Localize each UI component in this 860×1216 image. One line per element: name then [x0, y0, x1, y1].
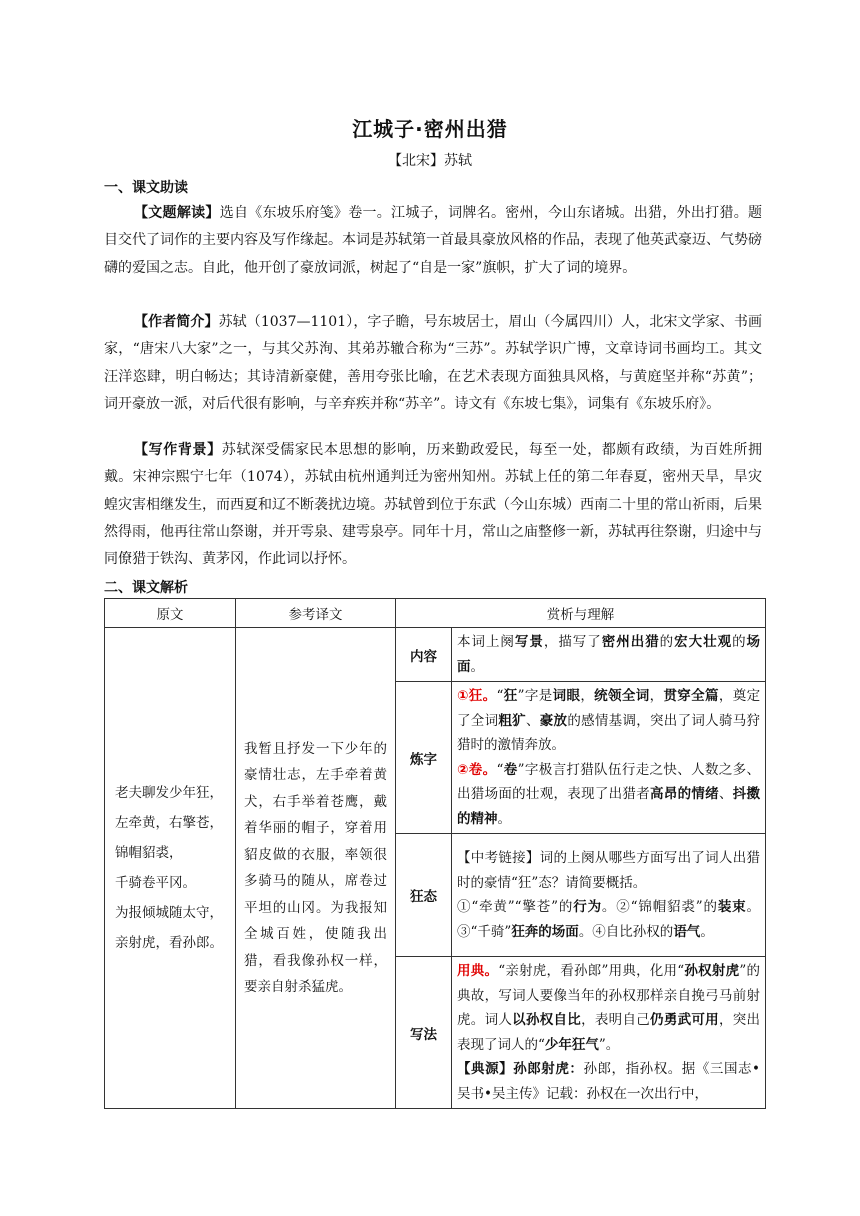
table-row [105, 628, 766, 682]
document-title: 江城子·密州出猎 [352, 117, 508, 141]
category-technique: 写法 [396, 957, 452, 1109]
paragraph-label: 【文题解读】 [134, 205, 220, 221]
exam-question: 【中考链接】词的上阕从哪些方面写出了词人出猎时的豪情“狂”态？请简要概括。 [457, 850, 760, 891]
analysis-wild-manner [452, 834, 766, 957]
original-line: 千骑卷平冈。 [115, 875, 196, 891]
header-analysis: 赏析与理解 [396, 599, 766, 628]
paragraph-text: 选自《东坡乐府笺》卷一。江城子，词牌名。密州，今山东诸城。出猎，外出打猎。题目交代了词作的主要内容及写作缘起。本词是苏轼第一首最具豪放风格的作品，表现了他英武豪迈、气势磅礴的爱国之志。自此，他开创了豪放词派，树起了“自是一家”旗帜，扩大了词的境界。 [104, 205, 763, 276]
paragraph-background [104, 437, 762, 573]
header-translation: 参考译文 [236, 599, 396, 628]
original-line: 为报倾城随太守， [115, 905, 223, 921]
analysis-technique: 用典。“亲射虎，看孙郎”用典，化用“孙权射虎”的典故，写词人要像当年的孙权那样亲自挽弓马前射虎。词人以孙权自比，表明自己仍勇武可用，突出表现了词人的“少年狂气”。 【典源】孙郎射虎：孙郎，指孙权。据《三国志•吴书•吴主传》记载：孙权在一次出行中， [452, 957, 766, 1109]
paragraph-text: 苏轼（1037—1101），字子瞻，号东坡居士，眉山（今属四川）人，北宋文学家、书画家，“唐宋八大家”之一，与其父苏洵、其弟苏辙合称为“三苏”。苏轼学识广博，文章诗词书画均工。其文汪洋恣肆，明白畅达；其诗清新豪健，善用夸张比喻，在艺术表现方面独具风格，与黄庭坚并称“苏黄”；词开豪放一派，对后代很有影响，与辛弃疾并称“苏辛”。诗文有《东坡七集》，词集有《东坡乐府》。 [104, 314, 762, 412]
original-text-cell [105, 628, 236, 1109]
analysis-table [104, 598, 766, 1109]
analysis-word-refining: ①狂。“狂”字是词眼，统领全词，贯穿全篇，奠定了全词粗犷、豪放的感情基调，突出了词人骑马狩猎时的激情奔放。 ②卷。“卷”字极言打猎队伍行走之快、人数之多、出猎场面的壮观，表现了出猎者高昂的情绪、抖擞的精神。 [452, 682, 766, 834]
original-line: 老夫聊发少年狂， [115, 785, 223, 801]
analysis-content: 本词上阕写景，描写了密州出猎的宏大壮观的场面。 [452, 628, 766, 682]
original-line: 锦帽貂裘， [115, 845, 183, 861]
original-line: 左牵黄，右擎苍， [115, 815, 223, 831]
translation-cell: 我暂且抒发一下少年的豪情壮志，左手牵着黄犬，右手举着苍鹰，戴着华丽的帽子，穿着用貂皮做的衣服，率领很多骑马的随从，席卷过平坦的山冈。为我报知全城百姓，使随我出猎，看我像孙权一样，要亲自射杀猛虎。 [236, 628, 396, 1109]
section-heading-2: 二、课文解析 [104, 580, 188, 596]
category-content: 内容 [396, 628, 452, 682]
original-line: 亲射虎，看孙郎。 [115, 935, 223, 951]
exam-answer: ①“牵黄”“擎苍”的行为。②“锦帽貂裘”的装束。③“千骑”狂奔的场面。④自比孙权的语气。 [457, 899, 761, 940]
paragraph-label: 【作者简介】 [134, 314, 219, 330]
table-header-row [105, 599, 766, 628]
category-word-refining: 炼字 [396, 682, 452, 834]
category-wild-manner: 狂态 [396, 834, 452, 957]
header-original: 原文 [105, 599, 236, 628]
paragraph-author-intro [104, 309, 762, 418]
author-byline: 【北宋】苏轼 [388, 153, 472, 169]
paragraph-label: 【写作背景】 [134, 442, 222, 458]
section-heading-1: 一、课文助读 [104, 180, 188, 196]
paragraph-text: 苏轼深受儒家民本思想的影响，历来勤政爱民，每至一处，都颇有政绩，为百姓所拥戴。宋神宗熙宁七年（1074），苏轼由杭州通判迁为密州知州。苏轼上任的第二年春夏，密州天旱，旱灾蝗灾害相继发生，而西夏和辽不断袭扰边境。苏轼曾到位于东武（今山东城）西南二十里的常山祈雨，后果然得雨，他再往常山祭谢，并开雩泉、建雩泉亭。同年十月，常山之庙整修一新，苏轼再往祭谢，归途中与同僚猎于铁沟、黄茅冈，作此词以抒怀。 [104, 442, 763, 568]
paragraph-title-interpretation [104, 200, 762, 282]
